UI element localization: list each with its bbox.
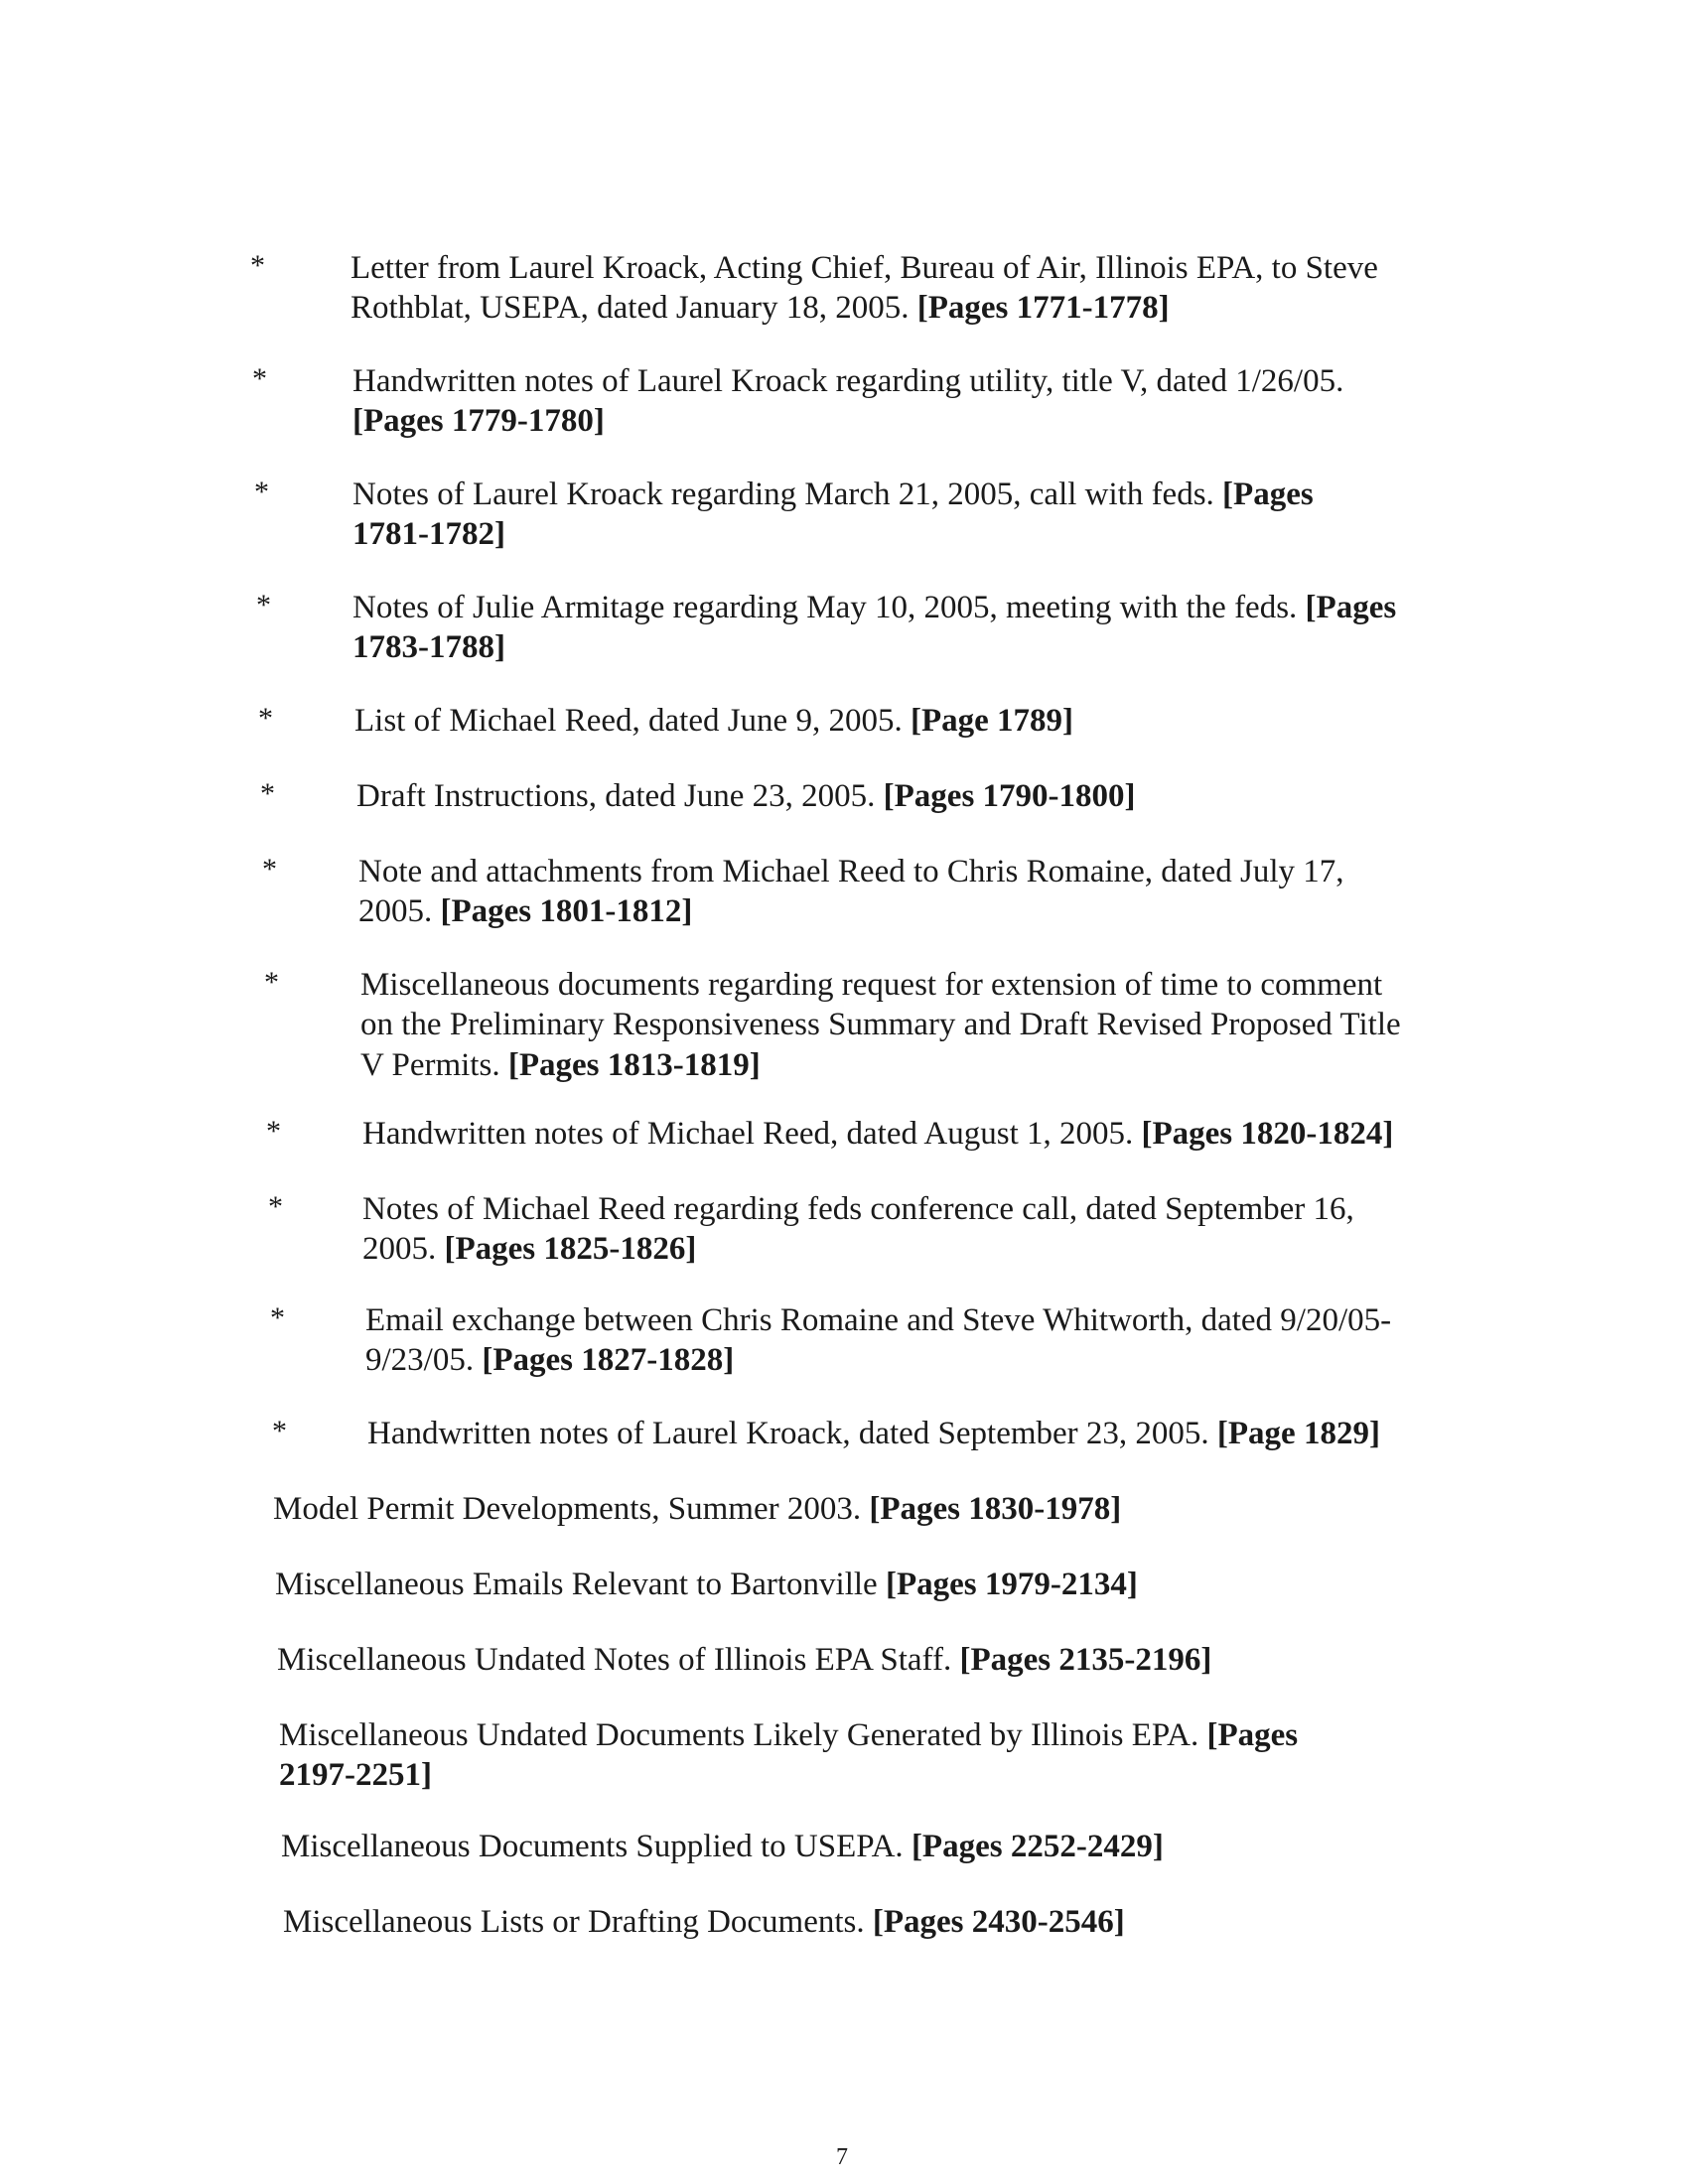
entry-text: Letter from Laurel Kroack, Acting Chief, Bureau of Air, Illinois EPA, to Steve Rothblat, USEPA, dated January 18, 2005. [351, 250, 1378, 327]
entry-text: Notes of Michael Reed regarding feds conference call, dated September 16, 2005. [362, 1191, 1354, 1268]
entry-text: Miscellaneous documents regarding request for extension of time to comment on the Preliminary Responsiveness Summary and Draft Revised Proposed Title V Permits. [360, 967, 1401, 1083]
bullet-marker: * [262, 853, 277, 886]
entry-text: Model Permit Developments, Summer 2003. [273, 1491, 862, 1527]
page-range: [Pages 1771-1778] [916, 290, 1170, 327]
entry-text: Handwritten notes of Laurel Kroack regarding utility, title V, dated 1/26/05. [352, 363, 1344, 399]
entry-text: Miscellaneous Emails Relevant to Bartonville [275, 1567, 878, 1602]
bullet-marker: * [270, 1301, 285, 1334]
entry-text: Handwritten notes of Laurel Kroack, dated September 23, 2005. [367, 1416, 1209, 1451]
bullet-marker: * [256, 589, 271, 621]
entry-text: Miscellaneous Undated Documents Likely Generated by Illinois EPA. [279, 1717, 1199, 1753]
page-range: [Pages 2135-2196] [959, 1642, 1212, 1678]
page-range: [Page 1829] [1216, 1416, 1380, 1451]
page-range: [Pages 1820-1824] [1141, 1116, 1394, 1152]
bullet-marker: * [254, 476, 269, 508]
page-range: [Pages 2252-2429] [911, 1829, 1164, 1864]
page-range: [Pages 1783-1788] [352, 590, 1397, 666]
bullet-marker: * [250, 249, 265, 282]
page-range: [Pages 1825-1826] [444, 1231, 697, 1268]
bullet-marker: * [272, 1415, 287, 1447]
page-range: [Pages 1779-1780] [352, 403, 605, 440]
entry-text: Email exchange between Chris Romaine and Steve Whitworth, dated 9/20/05-9/23/05. [365, 1302, 1392, 1379]
page-range: [Pages 1813-1819] [507, 1046, 761, 1083]
entry-text: Miscellaneous Documents Supplied to USEPA. [281, 1829, 904, 1864]
page-range: [Pages 2197-2251] [279, 1717, 1299, 1794]
page-range: [Pages 1781-1782] [352, 477, 1314, 553]
entry-text: Notes of Laurel Kroack regarding March 21, 2005, call with feds. [352, 477, 1214, 512]
bullet-marker: * [264, 966, 279, 999]
bullet-marker: * [260, 777, 275, 810]
entry-text: List of Michael Reed, dated June 9, 2005. [354, 703, 903, 739]
page-range: [Pages 1979-2134] [885, 1567, 1138, 1602]
entry-text: Handwritten notes of Michael Reed, dated August 1, 2005. [362, 1116, 1134, 1152]
page-number: 7 [836, 2144, 848, 2170]
bullet-marker: * [252, 362, 267, 395]
entry-text: Note and attachments from Michael Reed to Chris Romaine, dated July 17, 2005. [358, 854, 1344, 930]
page-range: [Pages 1830-1978] [869, 1491, 1122, 1527]
page-range: [Pages 1827-1828] [482, 1342, 735, 1379]
entry-text: Notes of Julie Armitage regarding May 10, 2005, meeting with the feds. [352, 590, 1298, 625]
bullet-marker: * [258, 702, 273, 735]
bullet-marker: * [268, 1190, 283, 1223]
entry-text: Miscellaneous Undated Notes of Illinois EPA Staff. [277, 1642, 952, 1678]
page-range: [Pages 1790-1800] [883, 778, 1136, 814]
entry-text: Miscellaneous Lists or Drafting Documents. [283, 1904, 865, 1940]
page-range: [Pages 1801-1812] [440, 893, 693, 930]
entry-text: Draft Instructions, dated June 23, 2005. [356, 778, 876, 814]
page-range: [Page 1789] [910, 703, 1073, 739]
bullet-marker: * [266, 1115, 281, 1148]
page-range: [Pages 2430-2546] [872, 1904, 1125, 1940]
